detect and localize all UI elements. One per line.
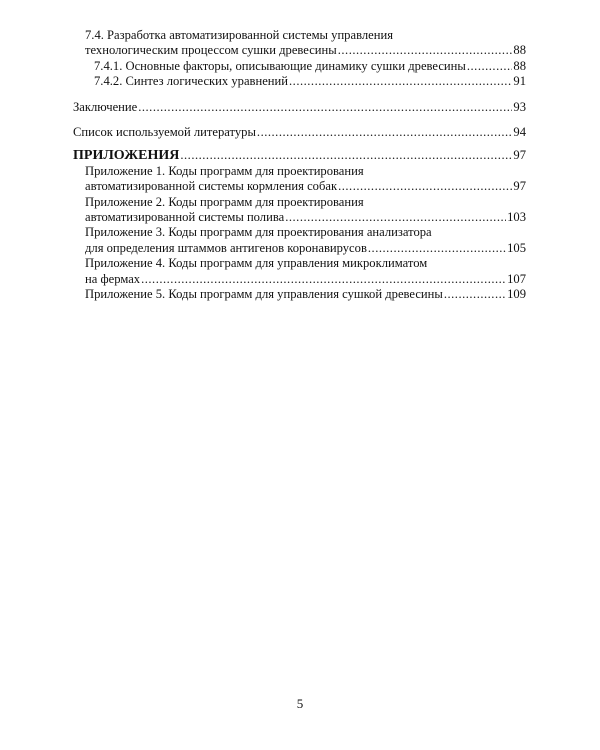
dot-leader bbox=[180, 148, 512, 163]
toc-entry-text: Приложение 1. Коды программ для проектирования bbox=[85, 163, 364, 178]
toc-page-number: 88 bbox=[513, 58, 526, 73]
toc-entry-appendix-1 bbox=[73, 164, 526, 195]
toc-entry-text: 7.4. Разработка автоматизированной системы управления bbox=[85, 28, 393, 42]
dot-leader bbox=[141, 272, 506, 287]
toc-entry-7-4-1 bbox=[73, 59, 526, 74]
toc-entry-heading: ПРИЛОЖЕНИЯ bbox=[73, 148, 180, 164]
toc-page-number: 93 bbox=[513, 99, 526, 114]
toc-page-number: 91 bbox=[513, 74, 526, 89]
toc-entry-text: автоматизированной системы полива bbox=[85, 210, 285, 225]
toc-entry-appendices bbox=[73, 148, 526, 163]
dot-leader bbox=[138, 100, 512, 115]
dot-leader bbox=[285, 210, 506, 225]
dot-leader bbox=[338, 43, 513, 58]
toc-entry-text: 7.4.2. Синтез логических уравнений bbox=[94, 74, 289, 89]
toc-entry-text: Приложение 3. Коды программ для проектирования анализатора bbox=[85, 225, 432, 240]
toc-entry-appendix-4 bbox=[73, 256, 526, 287]
toc-page-number: 107 bbox=[507, 271, 526, 286]
toc-entry-7-4-2 bbox=[73, 74, 526, 89]
toc-entry-text: для определения штаммов антигенов коронавирусов bbox=[85, 240, 367, 255]
toc-entry-references bbox=[73, 125, 526, 140]
toc-entry-text: технологическим процессом сушки древесины bbox=[85, 43, 337, 58]
toc-page-number: 88 bbox=[513, 43, 526, 58]
toc-page-number: 97 bbox=[513, 148, 526, 163]
toc-page-number: 103 bbox=[507, 210, 526, 225]
toc-entry-text: Заключение bbox=[73, 99, 138, 114]
table-of-contents bbox=[73, 28, 526, 303]
toc-page-number: 97 bbox=[513, 179, 526, 194]
toc-entry-text: Приложение 4. Коды программ для управления микроклиматом bbox=[85, 256, 428, 271]
dot-leader bbox=[257, 125, 512, 140]
dot-leader bbox=[289, 74, 512, 89]
toc-entry-text: Приложение 5. Коды программ для управления сушкой древесины bbox=[85, 287, 443, 302]
toc-entry-text: автоматизированной системы кормления собак bbox=[85, 179, 338, 194]
toc-entry-appendix-5 bbox=[73, 287, 526, 302]
toc-page-number: 109 bbox=[507, 287, 526, 302]
toc-entry-text: Список используемой литературы bbox=[73, 125, 256, 140]
page-number: 5 bbox=[296, 696, 304, 711]
toc-page-number: 94 bbox=[513, 125, 526, 140]
toc-page-number: 105 bbox=[507, 240, 526, 255]
dot-leader bbox=[368, 241, 506, 256]
toc-entry-text: Приложение 2. Коды программ для проектирования bbox=[85, 194, 364, 209]
toc-entry-text: 7.4.1. Основные факторы, описывающие динамику сушки древесины bbox=[94, 58, 466, 73]
toc-entry-conclusion bbox=[73, 100, 526, 115]
dot-leader bbox=[467, 59, 513, 74]
toc-entry-appendix-2 bbox=[73, 195, 526, 226]
toc-entry-7-4 bbox=[73, 28, 526, 59]
dot-leader bbox=[444, 287, 506, 302]
dot-leader bbox=[338, 179, 512, 194]
toc-entry-text: на фермах bbox=[85, 271, 141, 286]
toc-entry-appendix-3 bbox=[73, 225, 526, 256]
